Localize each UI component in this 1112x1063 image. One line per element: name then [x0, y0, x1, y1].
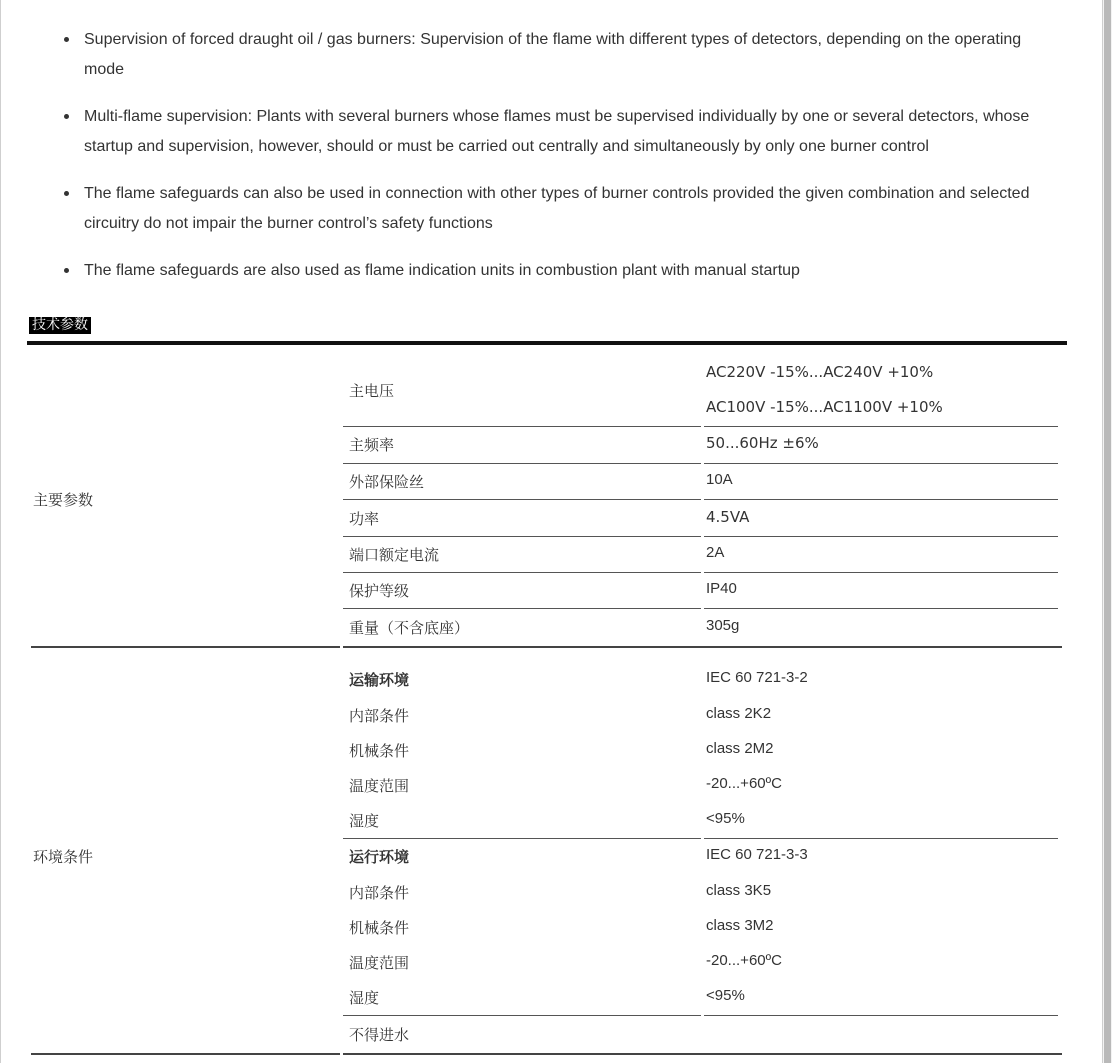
spec-value: <95% [706, 810, 745, 827]
group-label-environment: 环境条件 [33, 849, 94, 866]
row-divider [704, 499, 1058, 500]
vertical-scrollbar[interactable] [1103, 0, 1112, 1063]
spec-value: class 2K2 [706, 705, 772, 722]
bullet-item [62, 102, 1052, 162]
spec-name: 外部保险丝 [349, 474, 425, 491]
bullet-text: Supervision of forced draught oil / gas burners: Supervision of the flame with different types of detectors, depending on the operating mode [84, 31, 1022, 78]
group-divider [31, 1053, 340, 1055]
spec-name: 内部条件 [349, 708, 410, 725]
spec-name: 主电压 [349, 383, 395, 400]
spec-value: class 3K5 [706, 882, 772, 899]
spec-value: AC220V -15%...AC240V +10% [706, 363, 934, 381]
row-divider [704, 426, 1058, 427]
group-divider [343, 1053, 1062, 1055]
spec-value: -20...+60ºC [706, 775, 782, 792]
bullet-dot-icon [64, 37, 69, 42]
application-bullet-list [62, 25, 1052, 303]
bullet-dot-icon [64, 268, 69, 273]
bullet-dot-icon [64, 191, 69, 196]
spec-value: IP40 [706, 580, 737, 597]
spec-value: AC100V -15%...AC1100V +10% [706, 398, 943, 416]
row-divider [704, 838, 1058, 839]
row-divider [343, 838, 701, 839]
bullet-text: The flame safeguards can also be used in connection with other types of burner controls provided the given combination and selected circuitry do not impair the burner control’s safety functions [84, 185, 1030, 232]
bullet-dot-icon [64, 114, 69, 119]
bullet-text: The flame safeguards are also used as flame indication units in combustion plant with manual startup [84, 262, 800, 279]
row-divider [704, 463, 1058, 464]
spec-name: 不得进水 [349, 1027, 410, 1044]
bullet-item [62, 256, 1052, 286]
spec-value: 50...60Hz ±6% [706, 434, 819, 452]
spec-name: 机械条件 [349, 920, 410, 937]
spec-value: 4.5VA [706, 508, 750, 526]
spec-name: 内部条件 [349, 885, 410, 902]
bullet-text: Multi-flame supervision: Plants with several burners whose flames must be supervised individually by one or several detectors, whose startup and supervision, however, should or must be carried out centrally and simultaneously by only one burner control [84, 108, 1030, 155]
spec-value: class 2M2 [706, 740, 774, 757]
spec-name: 温度范围 [349, 955, 410, 972]
spec-name: 保护等级 [349, 583, 410, 600]
spec-name: 湿度 [349, 990, 380, 1007]
row-divider [343, 426, 701, 427]
spec-name: 主频率 [349, 437, 395, 454]
row-divider [343, 572, 701, 573]
row-divider [343, 463, 701, 464]
spec-value: -20...+60ºC [706, 952, 782, 969]
row-divider [704, 608, 1058, 609]
row-divider [704, 536, 1058, 537]
spec-name: 功率 [349, 511, 380, 528]
spec-value: class 3M2 [706, 917, 774, 934]
section-divider [27, 341, 1067, 345]
spec-name: 温度范围 [349, 778, 410, 795]
spec-value: 2A [706, 544, 725, 561]
group-divider [343, 646, 1062, 648]
spec-name: 湿度 [349, 813, 380, 830]
group-label-main-parameters: 主要参数 [33, 492, 94, 509]
spec-name: 机械条件 [349, 743, 410, 760]
spec-value: <95% [706, 987, 745, 1004]
row-divider [704, 572, 1058, 573]
section-heading: 技术参数 [29, 317, 91, 334]
spec-value: 305g [706, 617, 740, 634]
group-divider [31, 646, 340, 648]
spec-name: 端口额定电流 [349, 547, 440, 564]
spec-value: IEC 60 721-3-3 [706, 846, 808, 863]
scrollbar-thumb[interactable] [1104, 0, 1111, 1063]
spec-subheading: 运输环境 [349, 672, 410, 689]
spec-value: IEC 60 721-3-2 [706, 669, 808, 686]
spec-name: 重量（不含底座） [349, 620, 470, 637]
bullet-item [62, 25, 1052, 85]
row-divider [343, 499, 701, 500]
bullet-item [62, 179, 1052, 239]
row-divider [343, 536, 701, 537]
spec-subheading: 运行环境 [349, 849, 410, 866]
row-divider [343, 1015, 701, 1016]
spec-value: 10A [706, 471, 733, 488]
row-divider [343, 608, 701, 609]
row-divider [704, 1015, 1058, 1016]
